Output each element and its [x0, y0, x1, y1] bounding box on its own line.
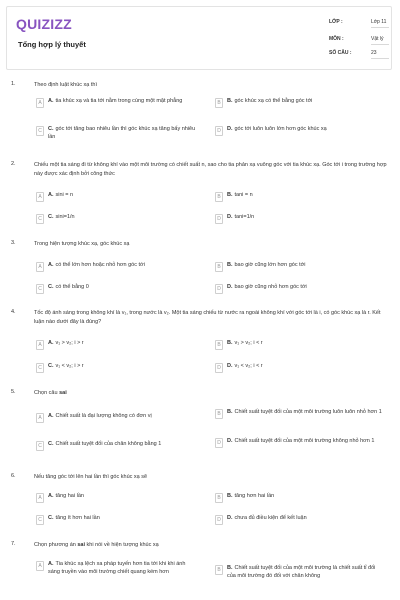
option-letter-box: A — [36, 192, 44, 202]
option-text: có thể bằng 0 — [55, 284, 89, 290]
option-label: A. — [48, 413, 54, 419]
option-text: Tia khúc xạ lệch xa pháp tuyến hơn tia tới khi khi ánh sáng truyền vào môi trường chiết quang kém hơn — [48, 561, 186, 575]
option-label: C. — [48, 363, 54, 369]
meta-label: MÔN : — [329, 36, 344, 42]
option-letter-box: D — [215, 438, 223, 448]
option-letter-box: B — [215, 340, 223, 350]
option-letter-box: D — [215, 126, 223, 136]
option-label: D. — [227, 214, 233, 220]
option-text: có thể lớn hơn hoặc nhỏ hơn góc tới — [55, 262, 145, 268]
option-text: Chiết suất là đại lượng không có đơn vị — [55, 413, 152, 419]
option-text: v₁ > v₂; i > r — [55, 340, 84, 346]
option-letter-box: C — [36, 441, 44, 451]
question-number: 3. — [11, 240, 16, 246]
option-label: C. — [48, 441, 54, 447]
option-label: D. — [227, 438, 233, 444]
option-label: A. — [48, 340, 54, 346]
question-number: 6. — [11, 473, 16, 479]
question-number: 2. — [11, 161, 16, 167]
option-letter-box: B — [215, 262, 223, 272]
option-label: A. — [48, 192, 54, 198]
question-text: Tốc độ ánh sáng trong không khí là v₁, trong nước là v₂. Một tia sáng chiếu từ nước ra ngoài không khí với góc tới là i, có góc khúc xạ là r. Kết luận nào dưới đây là đúng? — [34, 310, 381, 325]
option-letter-box: D — [215, 363, 223, 373]
option-text: v₁ > v₂; i < r — [234, 340, 263, 346]
option-label: C. — [48, 515, 54, 521]
question-text: Chiếu một tia sáng đi từ không khí vào một môi trường có chiết suất n, sao cho tia phản xạ vuông góc với tia khúc xạ. Góc tới i trong trường hợp này được xác định bởi công thức — [34, 162, 387, 177]
question-number: 5. — [11, 389, 16, 395]
option-letter-box: B — [215, 98, 223, 108]
meta-underline — [371, 44, 389, 45]
option-label: D. — [227, 515, 233, 521]
option-letter-box: D — [215, 515, 223, 525]
option-letter-box: C — [36, 126, 44, 136]
option-text: tani=1/n — [234, 214, 255, 220]
option-text: sini = n — [55, 192, 74, 198]
option-text: Chiết suất tuyệt đối của một môi trường không nhỏ hơn 1 — [234, 438, 375, 444]
option-label: D. — [227, 284, 233, 290]
option-label: A. — [48, 262, 54, 268]
question-text: Trong hiện tượng khúc xạ, góc khúc xạ — [34, 241, 130, 247]
option-letter-box: A — [36, 340, 44, 350]
option-text: tăng hơn hai lần — [234, 493, 275, 499]
question-number: 7. — [11, 541, 16, 547]
option-text: chưa đủ điều kiện để kết luận — [234, 515, 307, 521]
question-text: Chọn câu sai — [34, 390, 67, 396]
option-label: A. — [48, 98, 54, 104]
option-text: Chiết suất tuyệt đối của chân không bằng 1 — [55, 441, 162, 447]
option-letter-box: A — [36, 98, 44, 108]
option-text: tia khúc xạ và tia tới nằm trong cùng một mặt phẳng — [55, 98, 183, 104]
option-text: v₁ < v₂; i > r — [55, 363, 84, 369]
option-label: B. — [227, 409, 233, 415]
option-letter-box: B — [215, 565, 223, 575]
option-label: C. — [48, 284, 54, 290]
quizizz-logo: QUIZIZZ — [16, 16, 72, 32]
question-text: Chọn phương án sai khi nói về hiện tượng khúc xạ — [34, 542, 159, 548]
option-letter-box: C — [36, 515, 44, 525]
meta-label: SỐ CÂU : — [329, 50, 352, 56]
meta-value: Vật lý — [371, 36, 384, 42]
option-label: B. — [227, 192, 233, 198]
meta-value: Lớp 11 — [371, 19, 387, 25]
option-label: D. — [227, 363, 233, 369]
option-letter-box: C — [36, 214, 44, 224]
option-label: B. — [227, 340, 233, 346]
option-letter-box: A — [36, 262, 44, 272]
option-letter-box: D — [215, 214, 223, 224]
option-label: C. — [48, 126, 54, 132]
option-letter-box: B — [215, 192, 223, 202]
option-letter-box: C — [36, 363, 44, 373]
option-text: tani = n — [234, 192, 253, 198]
option-letter-box: A — [36, 413, 44, 423]
option-text: bao giờ cũng lớn hơn góc tới — [234, 262, 306, 268]
option-letter-box: A — [36, 493, 44, 503]
option-label: B. — [227, 565, 233, 571]
question-number: 4. — [11, 309, 16, 315]
meta-underline — [371, 27, 389, 28]
option-text: sini=1/n — [55, 214, 75, 220]
option-text: góc tới tăng bao nhiêu lần thì góc khúc xạ tăng bấy nhiêu lần — [48, 126, 196, 140]
option-letter-box: D — [215, 284, 223, 294]
option-letter-box: C — [36, 284, 44, 294]
option-text: Chiết suất tuyệt đối của một môi trường là chiết suất tỉ đối của môi trường đó đối với chân không — [227, 565, 376, 579]
meta-value: 23 — [371, 50, 377, 56]
option-label: C. — [48, 214, 54, 220]
option-letter-box: A — [36, 561, 44, 571]
option-text: tăng hai lần — [55, 493, 84, 499]
option-text: v₁ < v₂; i < r — [234, 363, 263, 369]
option-label: A. — [48, 493, 54, 499]
question-number: 1. — [11, 81, 16, 87]
option-label: A. — [48, 561, 54, 567]
question-text: Nếu tăng góc tới lên hai lần thì góc khúc xạ sẽ — [34, 474, 148, 480]
option-text: góc khúc xạ có thể bằng góc tới — [234, 98, 313, 104]
meta-label: LỚP : — [329, 19, 343, 25]
option-text: tăng ít hơn hai lần — [55, 515, 100, 521]
meta-grade — [329, 17, 389, 28]
meta-subject — [329, 34, 389, 45]
meta-underline — [371, 58, 389, 59]
option-label: B. — [227, 262, 233, 268]
meta-question-count — [329, 48, 389, 59]
worksheet-header — [6, 6, 392, 70]
option-letter-box: B — [215, 409, 223, 419]
option-letter-box: B — [215, 493, 223, 503]
option-text: Chiết suất tuyệt đối của một môi trường luôn luôn nhỏ hơn 1 — [234, 409, 382, 415]
option-text: bao giờ cũng nhỏ hơn góc tới — [234, 284, 307, 290]
option-label: B. — [227, 98, 233, 104]
question-text: Theo định luật khúc xạ thì — [34, 82, 97, 88]
option-label: D. — [227, 126, 233, 132]
option-label: B. — [227, 493, 233, 499]
page-title: Tổng hợp lý thuyết — [18, 40, 86, 49]
option-text: góc tới luôn luôn lớn hơn góc khúc xạ — [234, 126, 327, 132]
